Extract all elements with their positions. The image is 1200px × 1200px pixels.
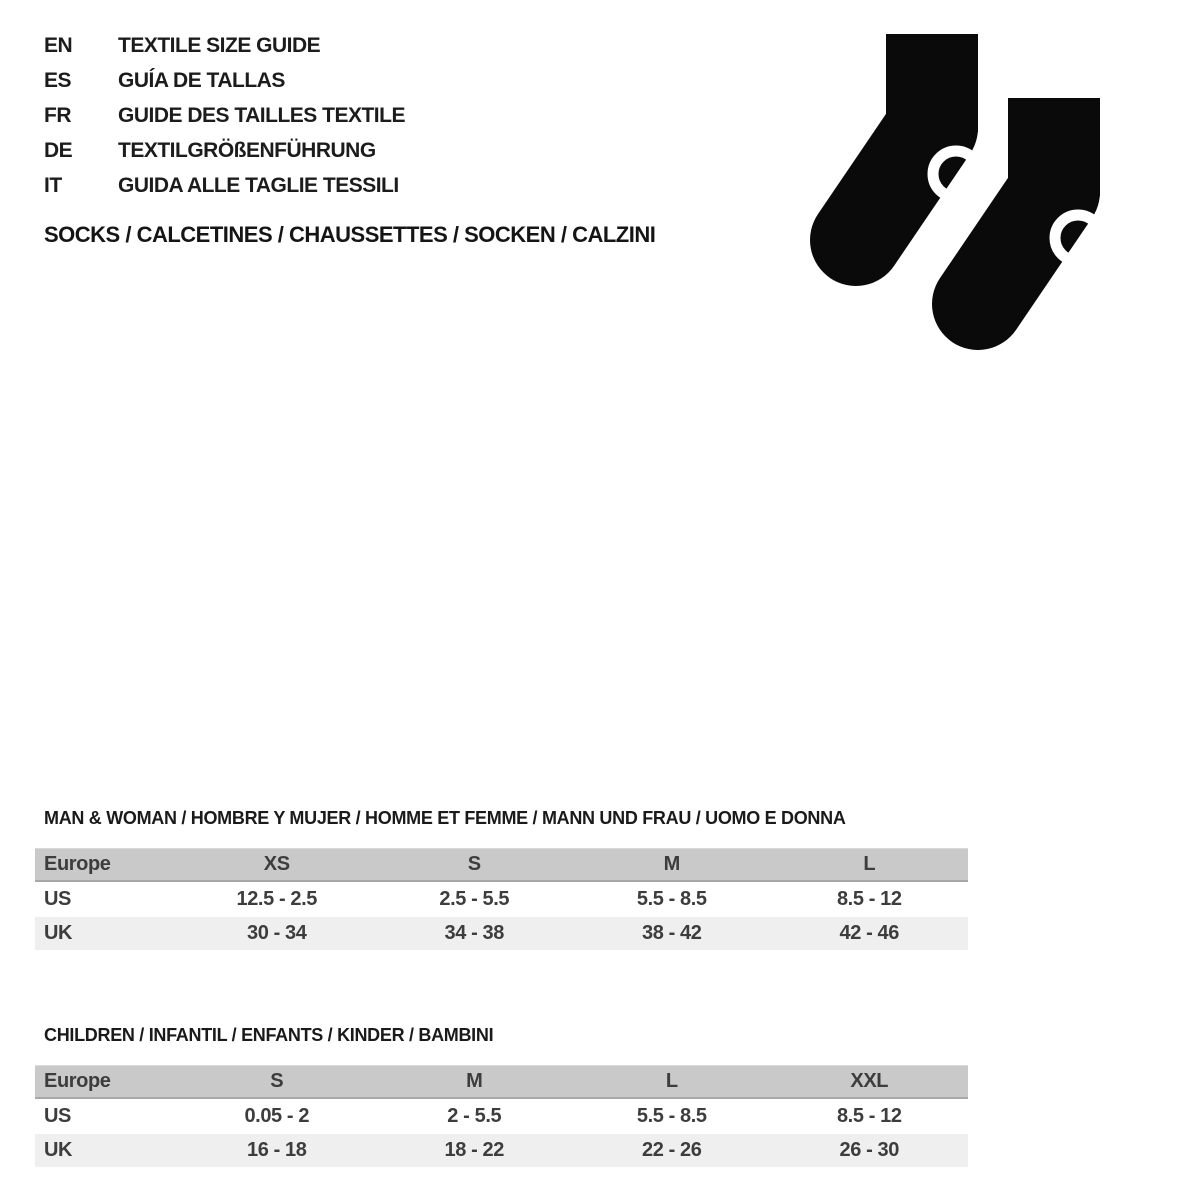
size-value: 8.5 - 12: [836, 888, 902, 910]
header-cell: M: [663, 853, 680, 875]
sock-right: [978, 98, 1101, 304]
row-label: US: [44, 888, 71, 910]
row-label: UK: [44, 1139, 73, 1161]
size-value: 18 - 22: [444, 1139, 504, 1161]
size-value: 22 - 26: [642, 1139, 702, 1161]
lang-row-en: [44, 28, 405, 63]
size-value: 34 - 38: [444, 922, 504, 944]
table: [35, 1065, 968, 1167]
table-row-uk: [35, 917, 968, 950]
size-table-children: [35, 1025, 968, 1167]
category-title: SOCKS / CALCETINES / CHAUSSETTES / SOCKEN / CALZINI: [44, 222, 656, 247]
table-row-us: [35, 882, 968, 917]
row-label: UK: [44, 922, 73, 944]
size-value: 42 - 46: [839, 922, 899, 944]
lang-label: GUIDE DES TAILLES TEXTILE: [118, 103, 405, 127]
size-value: 5.5 - 8.5: [636, 888, 707, 910]
size-value: 16 - 18: [247, 1139, 307, 1161]
table-row-us: [35, 1099, 968, 1134]
size-value: 8.5 - 12: [836, 1105, 902, 1127]
header-cell: XS: [263, 853, 290, 875]
lang-code: DE: [44, 138, 73, 162]
header-cell: XXL: [850, 1070, 889, 1092]
table-header-row: [35, 1065, 968, 1099]
lang-label: TEXTILGRÖßENFÜHRUNG: [118, 138, 376, 162]
table-title: CHILDREN / INFANTIL / ENFANTS / KINDER / BAMBINI: [44, 1025, 494, 1045]
row-label: US: [44, 1105, 71, 1127]
lang-code: IT: [44, 173, 62, 197]
size-value: 26 - 30: [839, 1139, 899, 1161]
language-list: [44, 28, 405, 203]
header-cell: M: [466, 1070, 483, 1092]
size-value: 2.5 - 5.5: [439, 888, 510, 910]
lang-row-it: [44, 168, 405, 203]
lang-row-fr: [44, 98, 405, 133]
size-value: 38 - 42: [642, 922, 702, 944]
socks-icon: [810, 30, 1110, 360]
lang-label: TEXTILE SIZE GUIDE: [118, 33, 321, 57]
header-cell: S: [467, 853, 481, 875]
lang-code: FR: [44, 103, 71, 127]
size-value: 12.5 - 2.5: [236, 888, 317, 910]
lang-code: ES: [44, 68, 72, 92]
table-row-uk: [35, 1134, 968, 1167]
lang-label: GUIDA ALLE TAGLIE TESSILI: [118, 173, 399, 197]
header-cell: L: [665, 1070, 678, 1092]
lang-code: EN: [44, 33, 73, 57]
size-value: 0.05 - 2: [244, 1105, 310, 1127]
size-table-man-woman: [35, 808, 968, 950]
table-header-row: [35, 848, 968, 882]
size-value: 5.5 - 8.5: [636, 1105, 707, 1127]
size-value: 2 - 5.5: [447, 1105, 502, 1127]
sock-left: [856, 34, 979, 240]
lang-label: GUÍA DE TALLAS: [118, 68, 285, 92]
header-cell: Europe: [44, 1070, 111, 1092]
lang-row-es: [44, 63, 405, 98]
header-cell: S: [270, 1070, 284, 1092]
header-cell: Europe: [44, 853, 111, 875]
size-value: 30 - 34: [247, 922, 307, 944]
table-title: MAN & WOMAN / HOMBRE Y MUJER / HOMME ET FEMME / MANN UND FRAU / UOMO E DONNA: [44, 808, 846, 828]
lang-row-de: [44, 133, 405, 168]
table: [35, 848, 968, 950]
header-cell: L: [863, 853, 876, 875]
